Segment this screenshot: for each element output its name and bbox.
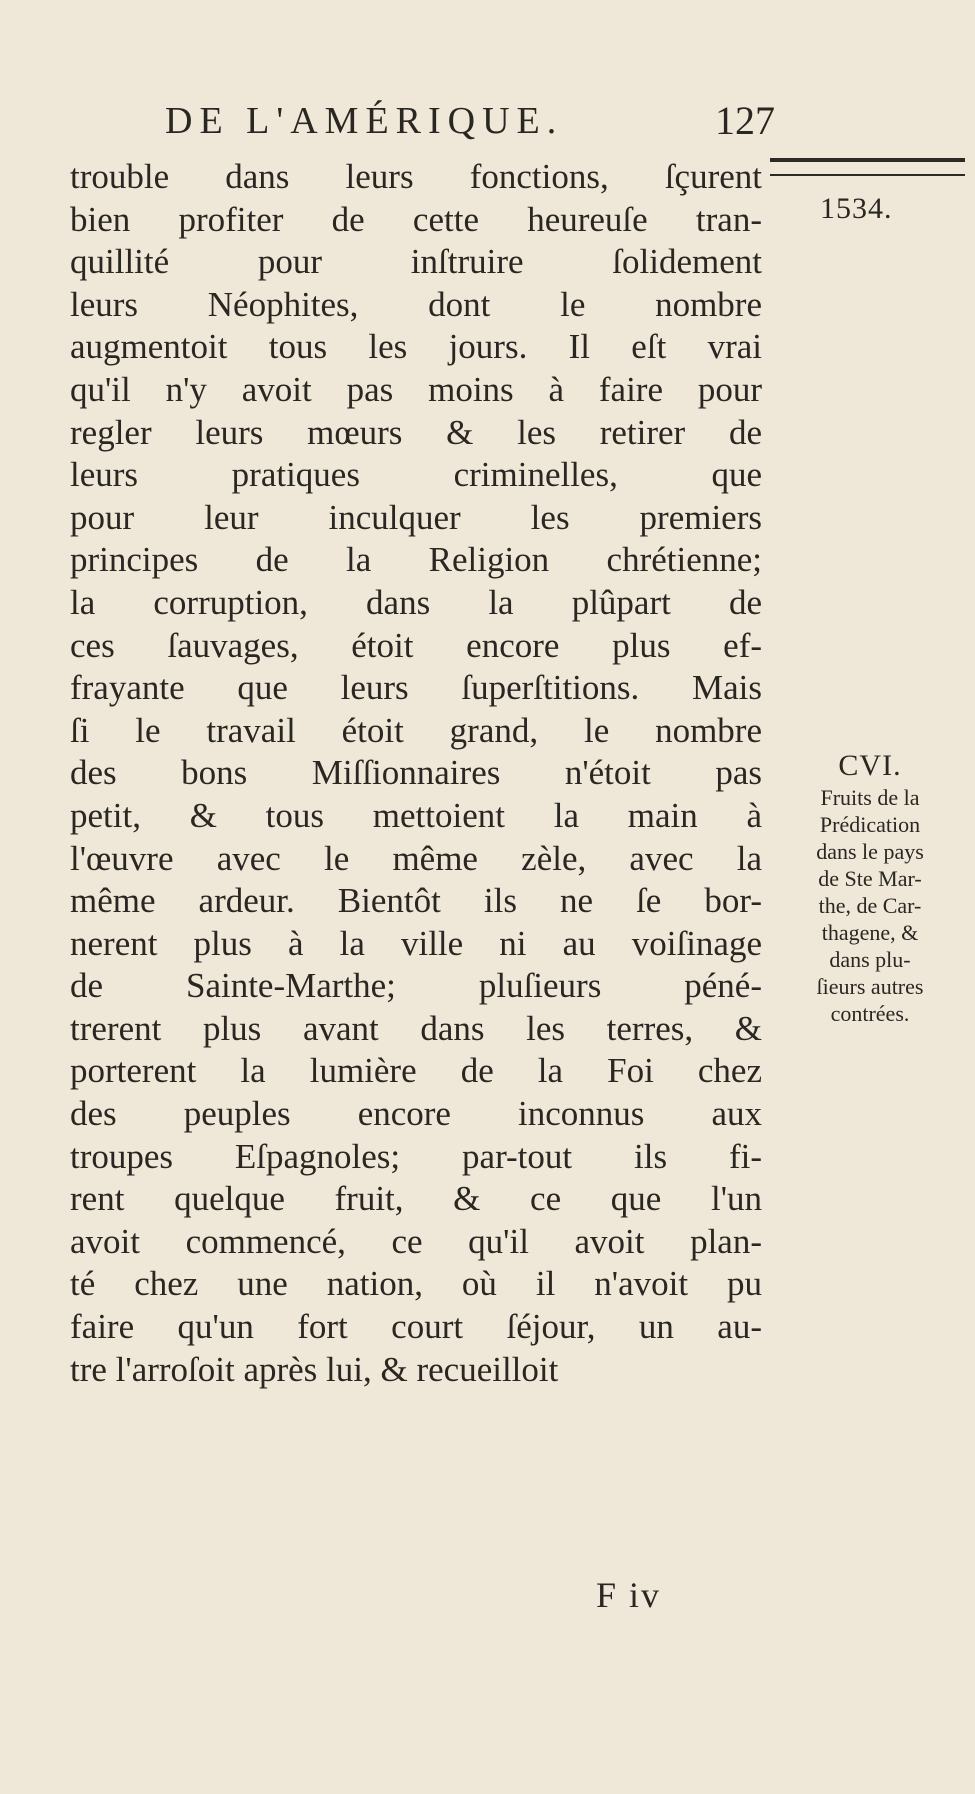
text-line: la corruption, dans la plûpart de — [70, 582, 762, 622]
margin-note-line: thagene, & — [821, 920, 919, 945]
margin-note-line: the, de Car- — [818, 893, 922, 918]
margin-note-line: Prédication — [819, 812, 921, 837]
text-line: pour leur inculquer les premiers — [70, 497, 762, 537]
text-line: avoit commencé, ce qu'il avoit plan- — [70, 1221, 762, 1261]
margin-note-line: dans le pays — [816, 839, 924, 864]
text-line: nerent plus à la ville ni au voiſinage — [70, 923, 762, 963]
text-line: leurs pratiques criminelles, que — [70, 455, 762, 495]
text-line: tre l'arroſoit après lui, & recueilloit — [70, 1349, 559, 1389]
page-number: 127 — [715, 98, 775, 143]
margin-note-line: ſieurs autres — [816, 974, 924, 999]
text-line: té chez une nation, où il n'avoit pu — [70, 1264, 762, 1304]
text-line: des bons Miſſionnaires n'étoit pas — [70, 753, 762, 793]
text-line: faire qu'un fort court ſéjour, un au- — [70, 1307, 762, 1347]
margin-note-line: dans plu- — [829, 947, 911, 972]
page-header — [165, 96, 775, 146]
text-line: regler leurs mœurs & les retirer de — [70, 412, 762, 452]
text-line: trouble dans leurs fonctions, ſçurent — [70, 157, 762, 196]
text-line: leurs Néophites, dont le nombre — [70, 284, 762, 324]
margin-note-line: de Ste Mar- — [818, 866, 922, 891]
text-line: qu'il n'y avoit pas moins à faire pour — [70, 369, 762, 409]
text-line: porterent la lumière de la Foi chez — [70, 1051, 762, 1091]
signature-mark: F iv — [596, 1575, 662, 1615]
text-line: augmentoit tous les jours. Il eſt vrai — [70, 327, 762, 367]
text-line: principes de la Religion chrétienne; — [70, 540, 762, 580]
text-line: de Sainte-Marthe; pluſieurs péné- — [70, 966, 762, 1006]
text-line: trerent plus avant dans les terres, & — [70, 1008, 762, 1048]
margin-note-line: contrées. — [830, 1001, 910, 1026]
text-line: petit, & tous mettoient la main à — [70, 795, 762, 835]
body-text — [70, 156, 762, 1391]
margin-year: 1534. — [820, 192, 893, 225]
text-line: ſi le travail étoit grand, le nombre — [70, 710, 762, 750]
margin-note-line: Fruits de la — [820, 785, 920, 810]
text-line: bien profiter de cette heureuſe tran- — [70, 199, 762, 239]
text-line: ces ſauvages, étoit encore plus ef- — [70, 625, 762, 665]
margin-rule-ornament — [770, 158, 965, 176]
margin-note — [770, 748, 970, 1027]
text-line: rent quelque fruit, & ce que l'un — [70, 1179, 762, 1219]
section-number: CVI. — [838, 749, 902, 782]
text-line: frayante que leurs ſuperſtitions. Mais — [70, 668, 762, 708]
text-line: des peuples encore inconnus aux — [70, 1094, 762, 1134]
text-line: quillité pour inſtruire ſolidement — [70, 242, 762, 282]
text-line: troupes Eſpagnoles; par-tout ils fi- — [70, 1136, 762, 1176]
text-line: même ardeur. Bientôt ils ne ſe bor- — [70, 881, 762, 921]
text-line: l'œuvre avec le même zèle, avec la — [70, 838, 762, 878]
running-title: DE L'AMÉRIQUE. — [165, 100, 564, 142]
